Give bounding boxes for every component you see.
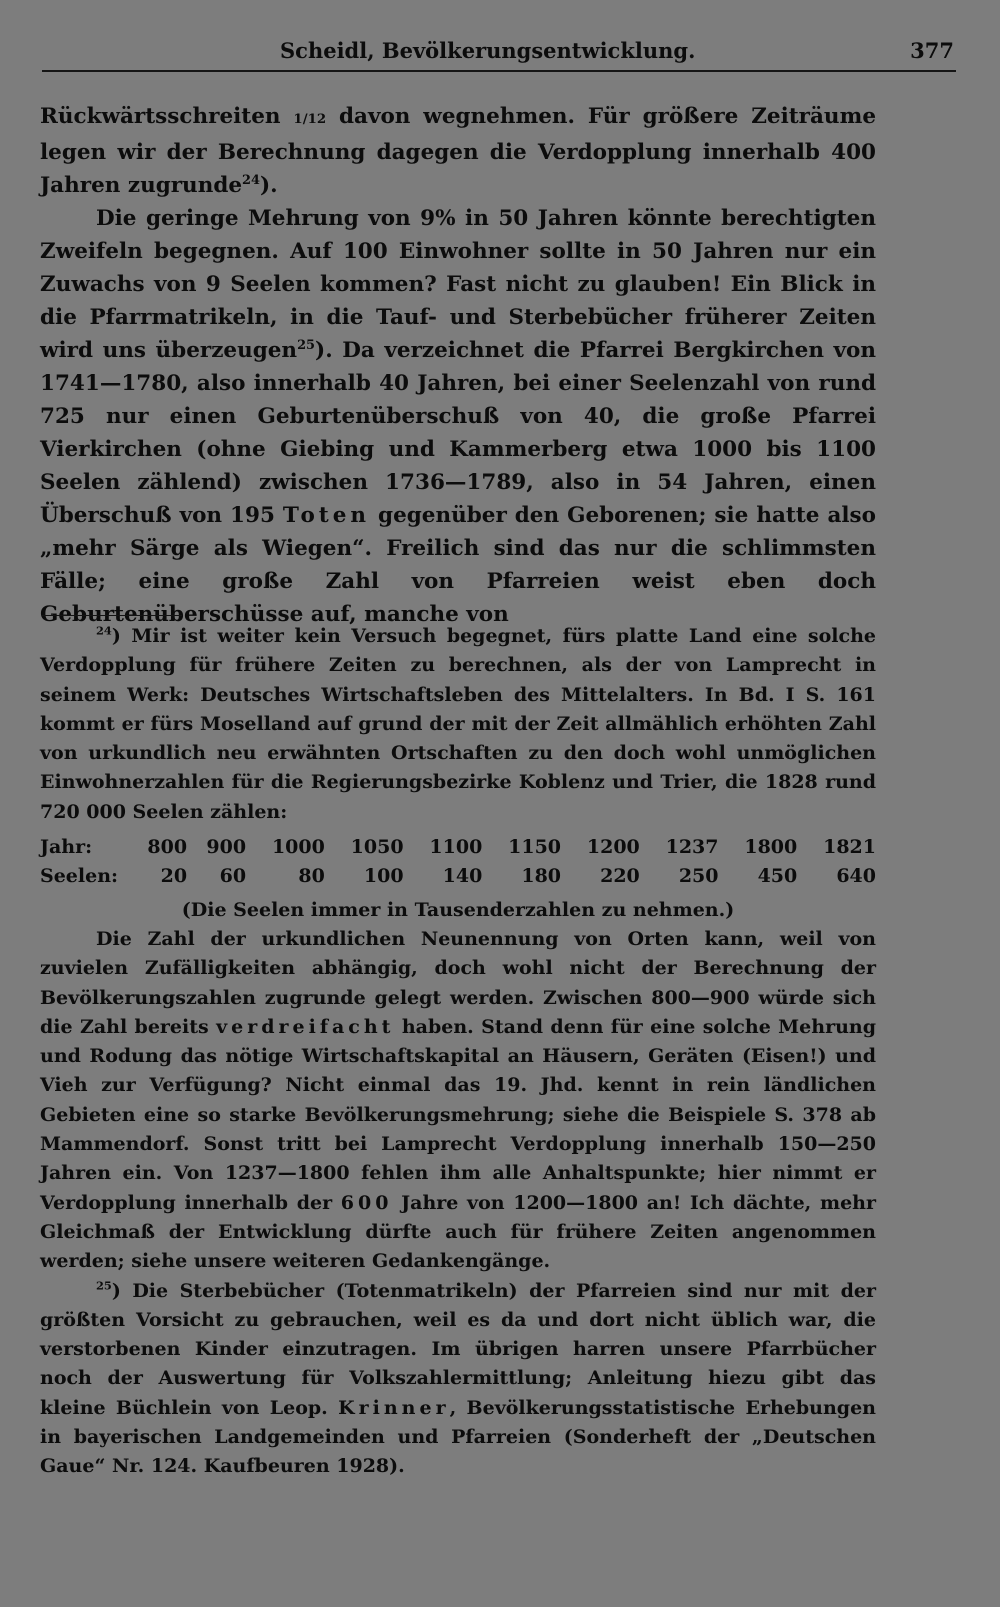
table-cell: 220 <box>600 865 640 888</box>
table-cell: 900 <box>206 836 247 859</box>
footnote-24-continued <box>40 925 876 1277</box>
footnote-24 <box>40 622 876 827</box>
text-run: Jahre von 1200—1800 an! Ich dächte, mehr Gleichmaß der Entwicklung dürfte auch für frühere Zeiten angenommen werden; siehe unsere weiteren Gedankengänge. <box>40 1191 876 1273</box>
footnote-ref-24: 24 <box>242 172 260 188</box>
text-run: davon wegnehmen. Für größere Zeiträume legen wir der Berechnung dagegen die Verdopplung innerhalb 400 Jahren zugrunde <box>40 104 876 198</box>
main-text <box>40 100 876 631</box>
text-run: gegenüber den Geborenen; sie hatte also „mehr Särge als Wiegen“. Freilich sind das nur die schlimmsten Fälle; eine große Zahl von Pfarreien weist eben doch Geburtenüberschüsse auf, manche von <box>40 503 876 627</box>
footnote-number: 25 <box>96 1278 112 1293</box>
page-number: 377 <box>910 38 954 63</box>
text-run: ) Mir ist weiter kein Versuch begegnet, fürs platte Land eine solche Verdopplung für frühere Zeiten zu berechnen, als der von Lamprecht in seinem Werk: Deutsches Wirtschaftsleben des Mittelalters. In Bd. I S. 161 kommt er fürs Moselland auf grund der mit der Zeit allmählich erhöhten Zahl von urkundlich neu erwähnten Ortschaften zu den doch wohl unmöglichen Einwohnerzahlen für die Regierungsbezirke Koblenz und Trier, die 1828 rund 720 000 Seelen zählen: <box>40 625 876 823</box>
table-cell: 100 <box>363 865 404 888</box>
table-cell: 450 <box>757 865 798 888</box>
emphasized-word: Toten <box>282 503 371 528</box>
table-cell: 60 <box>219 865 247 888</box>
footnote-rule <box>42 615 182 616</box>
table-cell: 180 <box>521 865 562 888</box>
text-run: Die geringe Mehrung von 9% in 50 Jahren könnte berechtigten Zweifeln begegnen. Auf 100 Einwohner sollte in 50 Jahren nur ein Zuwachs von 9 Seelen kommen? Fast nicht zu glauben! Ein Blick in die Pfarrmatrikeln, in die Tauf- und Sterbebücher früherer Zeiten wird uns überzeugen <box>40 206 876 363</box>
running-header <box>40 34 960 70</box>
text-run: , Bevölkerungsstatistische Erhebungen in bayerischen Landgemeinden und Pfarreien (Sonderheft der „Deutschen Gaue“ Nr. 124. Kaufbeuren 1928). <box>40 1396 876 1478</box>
table-cell: 80 <box>298 865 325 888</box>
footnotes <box>40 622 876 1482</box>
row-label: Seelen: <box>40 865 119 888</box>
table-cell: 800 <box>147 836 188 859</box>
table-cell: 1050 <box>350 836 404 859</box>
paragraph-1 <box>40 100 876 202</box>
table-caption: (Die Seelen immer in Tausenderzahlen zu nehmen.) <box>181 898 735 921</box>
emphasized-name: Krinner <box>338 1396 450 1419</box>
table-cell: 1200 <box>586 836 640 859</box>
footnote-ref-25: 25 <box>297 337 316 353</box>
table-cell: 1237 <box>665 836 719 859</box>
emphasized-number: 600 <box>340 1191 393 1214</box>
table-cell: 20 <box>160 865 188 888</box>
footnote-25 <box>40 1277 876 1482</box>
text-run: Rückwärtsschreiten <box>40 104 294 129</box>
emphasized-word: verdreifacht <box>216 1015 395 1038</box>
text-run: haben. Stand denn für eine solche Mehrung und Rodung das nötige Wirtschaftskapital an Häusern, Geräten (Eisen!) und Vieh zur Verfügung? Nicht einmal das 19. Jhd. kennt in rein ländlichen Gebieten eine so starke Bevölkerungsmehrung; siehe die Beispiele S. 378 ab Mammendorf. Sonst tritt bei Lamprecht Verdopplung innerhalb 150—250 Jahren ein. Von 1237—1800 fehlen ihm alle Anhaltspunkte; hier nimmt er Verdopplung innerhalb der <box>40 1015 877 1214</box>
header-rule <box>42 70 956 72</box>
table-cell: 1800 <box>744 836 798 859</box>
table-cell: 250 <box>678 865 719 888</box>
table-cell: 1100 <box>429 836 483 859</box>
text-run: ). <box>260 173 278 198</box>
text-run: ). Da verzeichnet die Pfarrei Bergkirchen von 1741—1780, also innerhalb 40 Jahren, bei einer Seelenzahl von rund 725 nur einen Geburtenüberschuß von 40, die große Pfarrei Vierkirchen (ohne Giebing und Kammerberg etwa 1000 bis 1100 Seelen zählend) zwischen 1736—1789, also in 54 Jahren, einen Überschuß von 195 <box>40 338 876 528</box>
table-cell: 140 <box>442 865 483 888</box>
footnote-number: 24 <box>96 623 112 638</box>
text-run: ) Die Sterbebücher (Totenmatrikeln) der Pfarreien sind nur mit der größten Vorsicht zu gebrauchen, weil es da und dort nicht üblich war, die verstorbenen Kinder einzutragen. Im übrigen harren unsere Pfarrbücher noch der Auswertung für Volkszahlermittlung; Anleitung hiezu gibt das kleine Büchlein von Leop. <box>40 1279 876 1419</box>
table-cell: 1821 <box>823 836 876 859</box>
table-row-souls <box>40 862 876 891</box>
row-label: Jahr: <box>40 836 93 859</box>
population-table <box>40 833 876 892</box>
table-cell: 1150 <box>508 836 562 859</box>
table-cell: 640 <box>836 865 876 888</box>
text-run: Die Zahl der urkundlichen Neunennung von Orten kann, weil von zuvielen Zufälligkeiten abhängig, doch wohl nicht der Berechnung der Bevölkerungszahlen zugrunde gelegt werden. Zwischen 800—900 würde sich die Zahl bereits <box>40 927 876 1038</box>
table-row-years <box>40 833 876 862</box>
running-title: Scheidl, Bevölkerungsentwicklung. <box>280 38 696 63</box>
paragraph-2 <box>40 202 876 631</box>
table-cell: 1000 <box>271 836 325 859</box>
fraction: 1/12 <box>293 111 327 127</box>
